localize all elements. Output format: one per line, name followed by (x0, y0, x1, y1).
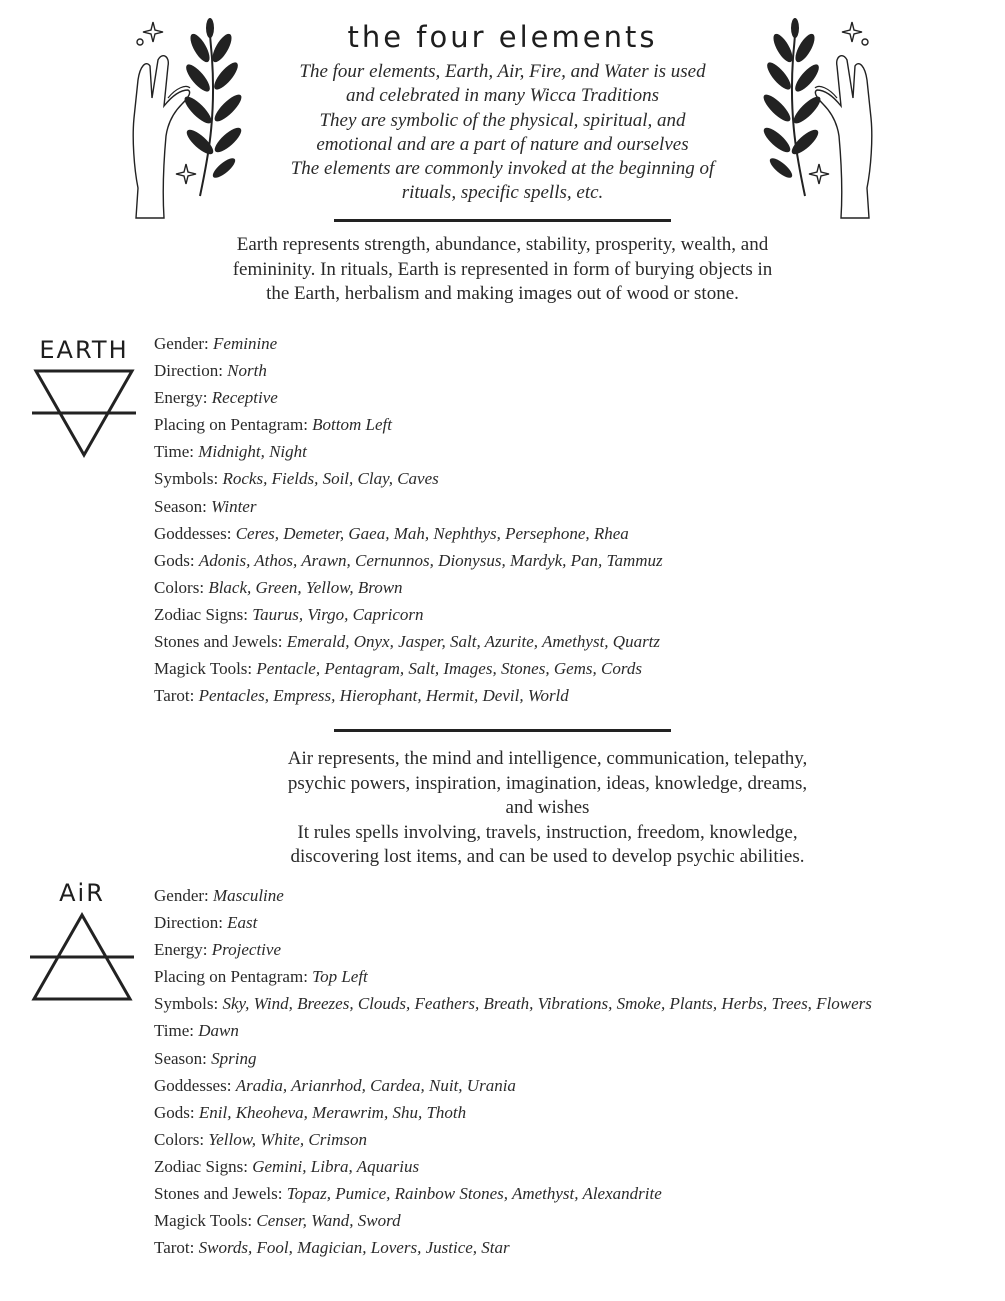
page-title: the four elements (347, 20, 658, 54)
earth-attr-goddesses: Goddesses: Ceres, Demeter, Gaea, Mah, Nephthys, Persephone, Rhea (154, 523, 629, 543)
air-attr-season: Season: Spring (154, 1048, 257, 1068)
earth-attr-tools: Magick Tools: Pentacle, Pentagram, Salt, Images, Stones, Gems, Cords (154, 659, 642, 679)
air-attr-gender: Gender: Masculine (154, 886, 284, 905)
divider-top (334, 219, 671, 222)
earth-attributes (154, 330, 663, 709)
air-description-line: discovering lost items, and can be used to develop psychic abilities. (290, 846, 805, 868)
earth-attr-colors: Colors: Black, Green, Yellow, Brown (154, 577, 403, 597)
earth-attr-season: Season: Winter (154, 496, 257, 516)
air-attr-time: Time: Dawn (154, 1021, 239, 1041)
earth-description-line: Earth represents strength, abundance, stability, prosperity, wealth, and (236, 234, 769, 255)
earth-attr-energy: Energy: Receptive (154, 388, 278, 408)
earth-attr-tarot: Tarot: Pentacles, Empress, Hierophant, Hermit, Devil, World (154, 686, 569, 706)
earth-description (150, 233, 855, 307)
air-attr-stones: Stones and Jewels: Topaz, Pumice, Rainbow Stones, Amethyst, Alexandrite (154, 1184, 662, 1204)
earth-label: EARTH (39, 336, 129, 364)
earth-attr-time: Time: Midnight, Night (154, 442, 307, 462)
intro-line: The four elements, Earth, Air, Fire, and Water is used (299, 61, 706, 82)
air-attributes (154, 882, 914, 1261)
air-attr-tarot: Tarot: Swords, Fool, Magician, Lovers, Justice, Star (154, 1238, 510, 1258)
intro-line: They are symbolic of the physical, spiritual, and (319, 109, 686, 131)
intro-line: rituals, specific spells, etc. (401, 182, 604, 204)
earth-symbol-icon (32, 368, 136, 460)
earth-attr-stones: Stones and Jewels: Emerald, Onyx, Jasper, Salt, Azurite, Amethyst, Quartz (154, 632, 661, 652)
air-attr-zodiac: Zodiac Signs: Gemini, Libra, Aquarius (154, 1156, 420, 1176)
air-description-line: and wishes (505, 797, 590, 819)
air-description-line: It rules spells involving, travels, instruction, freedom, knowledge, (297, 821, 798, 843)
air-label: AiR (59, 879, 105, 907)
air-description-line: Air represents, the mind and intelligence, communication, telepathy, (287, 748, 808, 769)
earth-description-line: the Earth, herbalism and making images out of wood or stone. (266, 283, 739, 305)
air-attr-pentagram: Placing on Pentagram: Top Left (154, 967, 368, 987)
air-attr-colors: Colors: Yellow, White, Crimson (154, 1129, 367, 1149)
earth-attr-pentagram: Placing on Pentagram: Bottom Left (154, 415, 392, 435)
intro-line: The elements are commonly invoked at the beginning of (290, 158, 715, 180)
intro-line: emotional and are a part of nature and ourselves (316, 133, 689, 155)
earth-attr-direction: Direction: North (154, 361, 267, 381)
earth-attr-gods: Gods: Adonis, Athos, Arawn, Cernunnos, Dionysus, Mardyk, Pan, Tammuz (154, 550, 663, 570)
air-symbol-icon (30, 912, 134, 1002)
air-attr-goddesses: Goddesses: Aradia, Arianrhod, Cardea, Nuit, Urania (154, 1075, 516, 1095)
air-attr-direction: Direction: East (154, 913, 258, 933)
air-attr-gods: Gods: Enil, Kheoheva, Merawrim, Shu, Thoth (154, 1102, 467, 1122)
air-attr-energy: Energy: Projective (154, 940, 281, 960)
divider-middle (334, 729, 671, 732)
air-attr-symbols: Symbols: Sky, Wind, Breezes, Clouds, Feathers, Breath, Vibrations, Smoke, Plants, Herbs, Trees, Flowers (154, 994, 872, 1014)
earth-attr-gender: Gender: Feminine (154, 334, 278, 353)
intro-line: and celebrated in many Wicca Traditions (346, 85, 659, 107)
intro-paragraph (250, 60, 755, 206)
air-attr-tools: Magick Tools: Censer, Wand, Sword (154, 1211, 401, 1231)
earth-attr-zodiac: Zodiac Signs: Taurus, Virgo, Capricorn (154, 604, 424, 624)
earth-attr-symbols: Symbols: Rocks, Fields, Soil, Clay, Caves (154, 469, 439, 489)
air-description-line: psychic powers, inspiration, imagination, ideas, knowledge, dreams, (287, 772, 808, 794)
air-description (195, 747, 900, 870)
earth-description-line: femininity. In rituals, Earth is represented in form of burying objects in (232, 258, 773, 280)
